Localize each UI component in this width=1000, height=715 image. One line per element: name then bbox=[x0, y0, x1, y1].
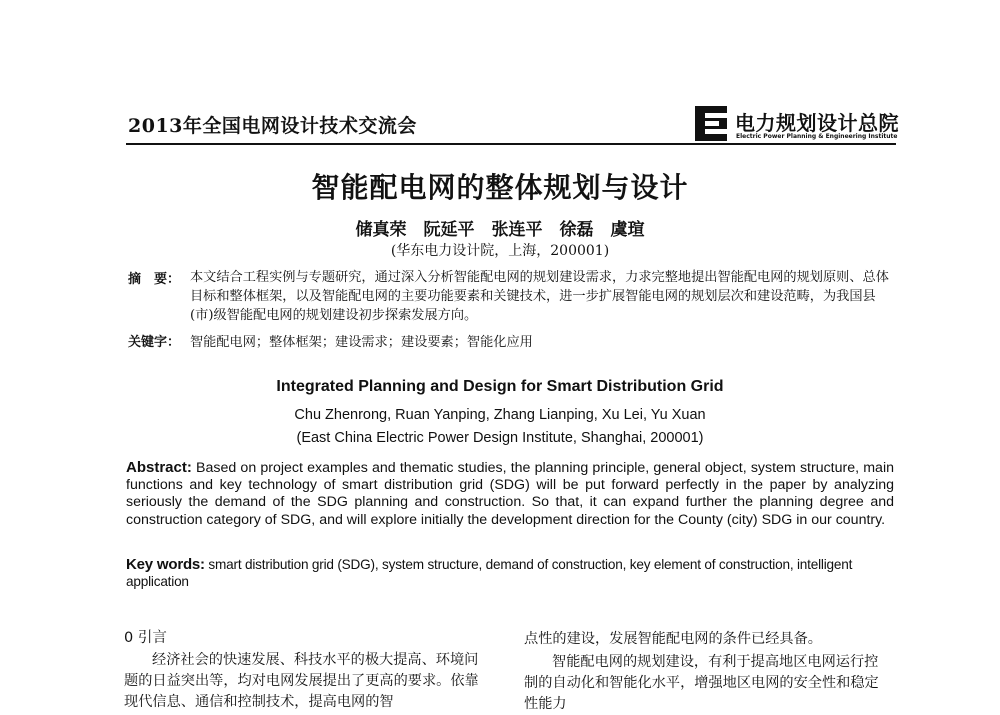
intro-right-paragraph: 智能配电网的规划建设，有利于提高地区电网运行控制的自动化和智能化水平，增强地区电网的安全性和稳定性能力 bbox=[524, 654, 879, 712]
affiliation-en: (East China Electric Power Design Institute, Shanghai, 200001) bbox=[296, 430, 704, 446]
keywords-label-cn: 关键字： bbox=[128, 335, 181, 350]
abstract-label-en: Abstract: bbox=[126, 459, 192, 476]
affiliation-cn: (华东电力设计院，上海，200001) bbox=[390, 243, 610, 259]
intro-left-column bbox=[124, 650, 492, 713]
paper-title-en: Integrated Planning and Design for Smart Distribution Grid bbox=[276, 378, 724, 395]
conference-name: 2013年全国电网设计技术交流会 bbox=[128, 115, 417, 137]
keywords-cn: 智能配电网；整体框架；建设需求；建设要素；智能化应用 bbox=[190, 335, 533, 350]
keywords-label-en: Key words: bbox=[126, 556, 205, 573]
institute-logo-mark bbox=[695, 106, 727, 141]
abstract-text-en: Based on project examples and thematic studies, the planning principle, general object, system structure, main functions and key technology of smart distribution grid (SDG) will be put forward perfectly in the paper by analyzing seriously the demand of the SDG planning and construction. So that, it can expand further the planning degree and construction category of SDG, and will explore initially the development direction for the County (city) SDG in our country. bbox=[126, 460, 894, 528]
header-rule bbox=[126, 143, 896, 145]
section-heading-intro: 0 引言 bbox=[124, 630, 167, 646]
institute-logo-english: Electric Power Planning & Engineering Institute bbox=[736, 133, 898, 140]
keywords-text-en: smart distribution grid (SDG), system structure, demand of construction, key element of construction, intelligent application bbox=[126, 557, 853, 589]
authors-cn: 储真荣 阮延平 张连平 徐磊 虞瑄 bbox=[355, 220, 645, 240]
abstract-en bbox=[126, 459, 894, 529]
intro-left-paragraph: 经济社会的快速发展、科技水平的极大提高、环境问题的日益突出等，均对电网发展提出了更高的要求。依靠现代信息、通信和控制技术，提高电网的智 bbox=[124, 652, 479, 710]
paper-title-cn: 智能配电网的整体规划与设计 bbox=[311, 171, 689, 204]
keywords-en bbox=[126, 556, 894, 590]
authors-en: Chu Zhenrong, Ruan Yanping, Zhang Lianping, Xu Lei, Yu Xuan bbox=[294, 407, 706, 423]
abstract-cn: 本文结合工程实例与专题研究，通过深入分析智能配电网的规划建设需求，力求完整地提出智能配电网的规划原则、总体目标和整体框架，以及智能配电网的主要功能要素和关键技术，进一步扩展智能电网的规划层次和建设范畴，为我国县(市)级智能配电网的规划建设初步探索发展方向。 bbox=[190, 270, 889, 323]
abstract-label-cn: 摘 要： bbox=[128, 272, 181, 287]
intro-right-column bbox=[524, 652, 892, 715]
intro-right-line: 点性的建设，发展智能配电网的条件已经具备。 bbox=[524, 631, 822, 647]
institute-logo-name: 电力规划设计总院 bbox=[735, 111, 899, 135]
